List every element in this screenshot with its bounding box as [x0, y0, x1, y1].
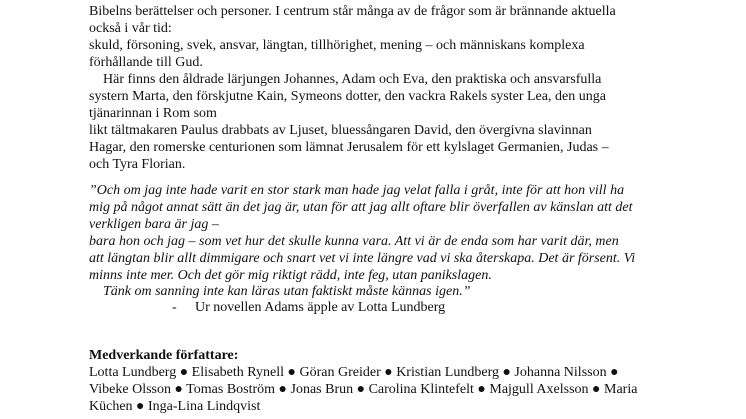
- intro-line: förhållande till Gud.: [89, 55, 203, 70]
- quote-line: Tänk om sanning inte kan läras utan faktiskt måste kännas igen.”: [89, 284, 471, 299]
- authors-line: Küchen ● Inga-Lina Lindqvist: [89, 399, 261, 414]
- quote-attribution: Ur novellen Adams äpple av Lotta Lundberg: [195, 300, 446, 315]
- intro-line: Hagar, den romerske centurionen som lämnat Jerusalem för ett kylslaget Germanien, Judas –: [89, 140, 609, 155]
- quote-line: ”Och om jag inte hade varit en stor stark man hade jag velat falla i gråt, inte för att hon vill ha: [89, 183, 625, 198]
- intro-line: Bibelns berättelser och personer. I centrum står många av de frågor som är brännande aktuella: [89, 4, 616, 19]
- quote-line: att längtan blir allt dimmigare och snart vet vi inte längre vad vi ska återskapa. Det är försent. Vi: [89, 251, 636, 266]
- quote-line: bara hon och jag – som vet hur det skulle kunna vara. Att vi är de enda som har varit där, men: [89, 234, 619, 249]
- quote-line: verkligen bara är jag –: [89, 217, 219, 232]
- intro-line: systern Marta, den förskjutne Kain, Symeons dotter, den vackra Rakels syster Lea, den unga: [89, 89, 606, 104]
- intro-line: likt tältmakaren Paulus drabbats av Ljuset, bluessångaren David, den övergivna slavinnan: [89, 123, 592, 138]
- attribution-dash: -: [172, 300, 177, 315]
- intro-line: och Tyra Florian.: [89, 157, 186, 172]
- authors-line: Vibeke Olsson ● Tomas Boström ● Jonas Brun ● Carolina Klintefelt ● Majgull Axelsson ● Maria: [89, 382, 638, 397]
- intro-line: skuld, försoning, svek, ansvar, längtan, tillhörighet, mening – och människans komplexa: [89, 38, 585, 53]
- quote-line: mig på något annat sätt än det jag är, utan för att jag allt oftare blir överfallen av känslan att det: [89, 200, 633, 215]
- intro-line: också i vår tid:: [89, 21, 172, 36]
- intro-line: tjänarinnan i Rom som: [89, 106, 217, 121]
- authors-line: Lotta Lundberg ● Elisabeth Rynell ● Göran Greider ● Kristian Lundberg ● Johanna Nilsson ●: [89, 365, 619, 380]
- intro-line: Här finns den åldrade lärjungen Johannes, Adam och Eva, den praktiska och ansvarsfulla: [89, 72, 602, 87]
- quote-line: minns inte mer. Och det gör mig riktigt rädd, inte feg, utan panikslagen.: [89, 268, 492, 283]
- authors-heading: Medverkande författare:: [89, 348, 239, 363]
